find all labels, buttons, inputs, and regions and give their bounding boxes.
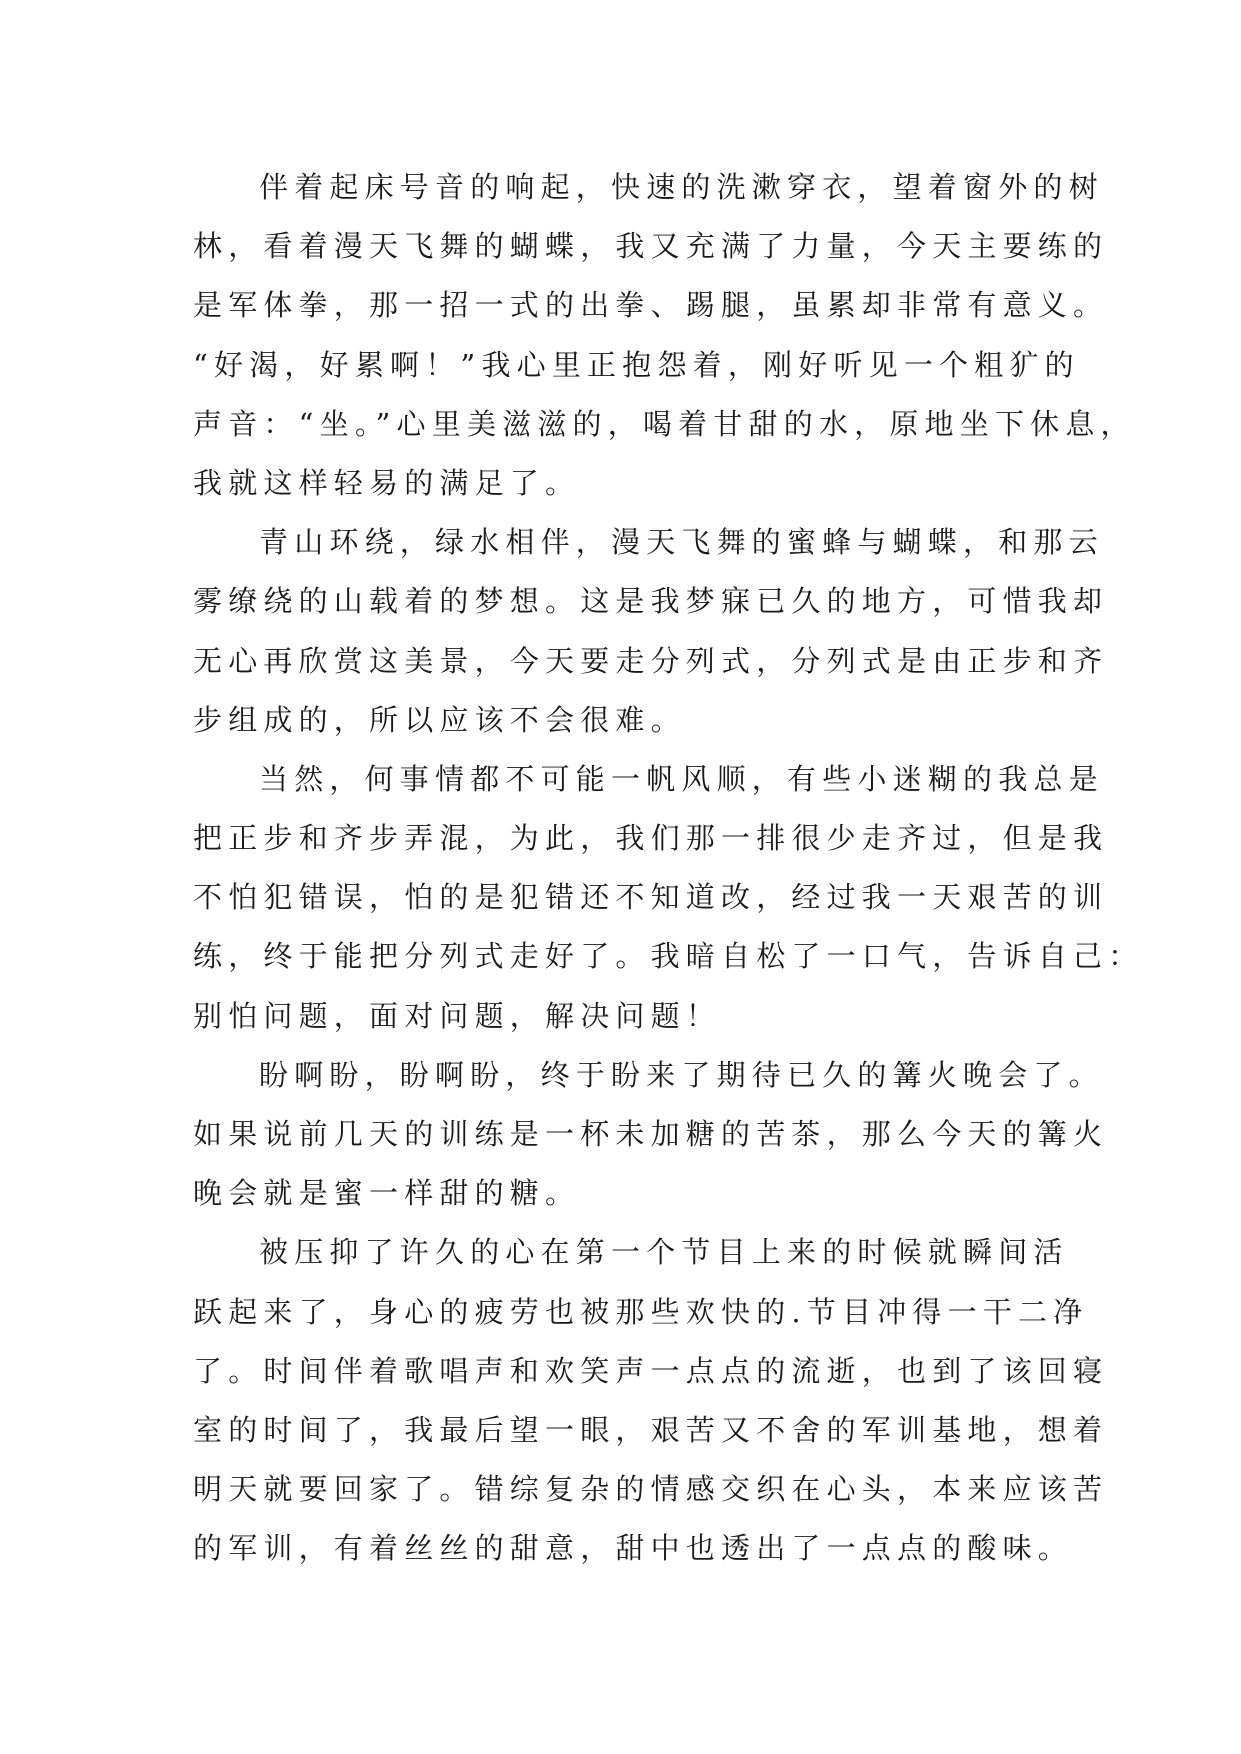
paragraph-2 xyxy=(193,513,1109,750)
text-line: 伴着起床号音的响起，快速的洗漱穿衣，望着窗外的树 xyxy=(259,170,1104,204)
text-line: 室的时间了，我最后望一眼，艰苦又不舍的军训基地，想着 xyxy=(193,1412,1109,1447)
text-line: 当然，何事情都不可能一帆风顺，有些小迷糊的我总是 xyxy=(259,761,1104,796)
text-line: “好渴，好累啊！”我心里正抱怨着，刚好听见一个粗犷的 xyxy=(193,347,1080,382)
text-line: 雾缭绕的山载着的梦想。这是我梦寐已久的地方，可惜我却 xyxy=(193,584,1109,619)
paragraph-4 xyxy=(193,1046,1109,1224)
text-line: 别怕问题，面对问题，解决问题！ xyxy=(193,998,722,1033)
paragraph-5 xyxy=(193,1223,1109,1578)
text-line: 青山环绕，绿水相伴，漫天飞舞的蜜蜂与蝴蝶，和那云 xyxy=(259,525,1104,560)
text-line: 盼啊盼，盼啊盼，终于盼来了期待已久的篝火晚会了。 xyxy=(259,1057,1104,1092)
text-line: 的军训，有着丝丝的甜意，甜中也透出了一点点的酸味。 xyxy=(193,1531,1074,1566)
text-line: 如果说前几天的训练是一杯未加糖的苦茶，那么今天的篝火 xyxy=(193,1117,1109,1151)
paragraph-3 xyxy=(193,750,1144,1046)
text-line: 步组成的，所以应该不会很难。 xyxy=(193,702,686,737)
text-line: 声音：“坐。”心里美滋滋的，喝着甘甜的水，原地坐下休息， xyxy=(193,406,1136,441)
text-line: 我就这样轻易的满足了。 xyxy=(193,465,581,500)
text-line: 不怕犯错误，怕的是犯错还不知道改，经过我一天艰苦的训 xyxy=(193,880,1109,915)
text-line: 是军体拳，那一招一式的出拳、踢腿，虽累却非常有意义。 xyxy=(193,288,1109,323)
document-body xyxy=(193,158,1144,1579)
text-line: 练，终于能把分列式走好了。我暗自松了一口气，告诉自己： xyxy=(193,939,1144,974)
text-line: 明天就要回家了。错综复杂的情感交织在心头，本来应该苦 xyxy=(193,1472,1109,1507)
paragraph-1 xyxy=(193,158,1136,513)
text-line: 林，看着漫天飞舞的蝴蝶，我又充满了力量，今天主要练的 xyxy=(193,229,1109,264)
text-line: 把正步和齐步弄混，为此，我们那一排很少走齐过，但是我 xyxy=(193,821,1109,856)
text-line: 晚会就是蜜一样甜的糖。 xyxy=(193,1176,581,1211)
text-line: 无心再欣赏这美景，今天要走分列式，分列式是由正步和齐 xyxy=(193,643,1109,678)
text-line: 了。时间伴着歌唱声和欢笑声一点点的流逝，也到了该回寝 xyxy=(193,1353,1109,1388)
text-line: 被压抑了许久的心在第一个节目上来的时候就瞬间活 xyxy=(259,1235,1069,1270)
text-line: 跃起来了，身心的疲劳也被那些欢快的.节目冲得一干二净 xyxy=(193,1294,1089,1329)
